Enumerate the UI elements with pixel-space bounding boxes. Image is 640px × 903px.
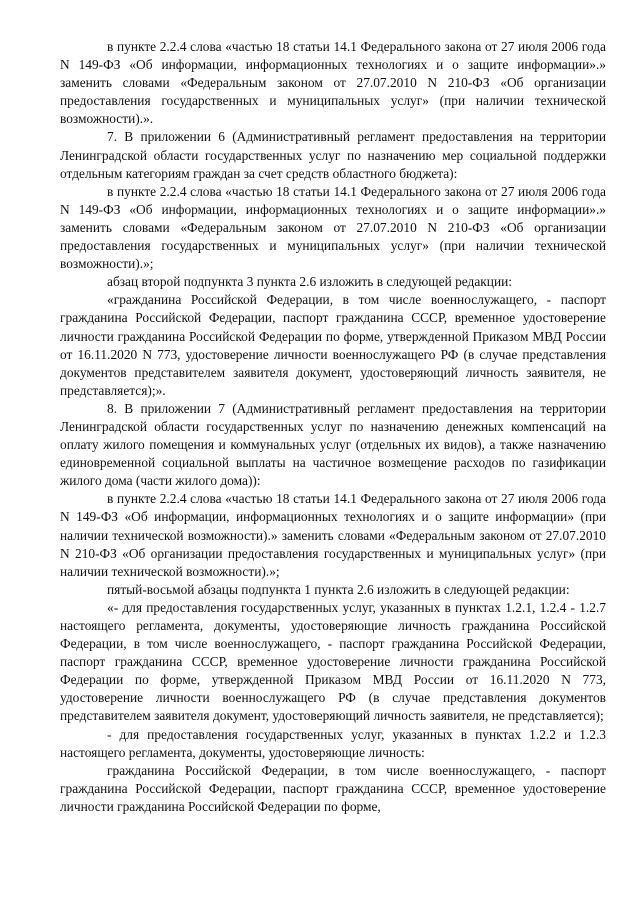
paragraph-2-6-new-text: «гражданина Российской Федерации, в том числе военнослужащего, - паспорт гражданина Российской Федерации, паспорт гражданина СССР, временное удостоверение личности гражданина Российской Федерации по форме, утвержденной Приказом МВД России от 16.11.2020 N 773, удостоверение личности военнослужащего РФ (в случае представления документов представителем заявителя документ, удостоверяющий личность заявителя, не представляется);». (60, 292, 606, 398)
paragraph-citizen-documents: гражданина Российской Федерации, в том числе военнослужащего, - паспорт гражданина Российской Федерации, паспорт гражданина СССР, временное удостоверение личности гражданина Российской Федерации по форме, (60, 762, 606, 814)
paragraph-2-6-1-second-bullet: - для предоставления государственных услуг, указанных в пунктах 1.2.2 и 1.2.3 настоящего регламента, документы, удостоверяющие личность: (60, 726, 606, 760)
paragraph-2-6-1-first-bullet: «- для предоставления государственных услуг, указанных в пунктах 1.2.1, 1.2.4 - 1.2.7 настоящего регламента, документы, удостоверяющие личность гражданина Российской Федерации, в том числе военнослужащего, - паспорт гражданина Российской Федерации, паспорт гражданина СССР, временное удостоверение личности гражданина Российской Федерации по форме, утвержденной Приказом МВД России от 16.11.2020 N 773, удостоверение личности военнослужащего РФ (в случае представления документов представителем заявителя документ, удостоверяющий личность заявителя, не представляется); (60, 599, 606, 724)
paragraph-item-7: 7. В приложении 6 (Административный регламент предоставления на территории Ленинградской области государственных услуг по назначению мер социальной поддержки отдельным категориям граждан за счет средств областного бюджета): (60, 129, 606, 181)
paragraph-2-6-1-intro: пятый-восьмой абзацы подпункта 1 пункта 2.6 изложить в следующей редакции: (107, 581, 570, 597)
paragraph-2-2-4-amendment-7: в пункте 2.2.4 слова «частью 18 статьи 14.1 Федерального закона от 27 июля 2006 года N 149-ФЗ «Об информации, информационных технологиях и о защите информации».» заменить словами «Федеральным законом от 27.07.2010 N 210-ФЗ «Об организации предоставления государственных и муниципальных услуг» (при наличии технической возможности).»; (60, 183, 606, 272)
paragraph-2-2-4-amendment-6: в пункте 2.2.4 слова «частью 18 статьи 14.1 Федерального закона от 27 июля 2006 года N 149-ФЗ «Об информации, информационных технологиях и о защите информации».» заменить словами «Федеральным законом от 27.07.2010 N 210-ФЗ «Об организации предоставления государственных и муниципальных услуг» (при наличии технической возможности).». (60, 39, 606, 127)
paragraph-2-6-intro: абзац второй подпункта 3 пункта 2.6 изложить в следующей редакции: (107, 274, 513, 290)
paragraph-2-2-4-amendment-8: в пункте 2.2.4 слова «частью 18 статьи 14.1 Федерального закона от 27 июля 2006 года N 149-ФЗ «Об информации, информационных технологиях и о защите информации» (при наличии технической возможности).» заменить словами «Федеральным законом от 27.07.2010 N 210-ФЗ «Об организации предоставления государственных и муниципальных услуг» (при наличии технической возможности).»; (60, 491, 606, 579)
paragraph-item-8: 8. В приложении 7 (Административный регламент предоставления на территории Ленинградской области государственных услуг по назначению денежных компенсаций на оплату жилого помещения и коммунальных услуг (отдельных их видов), а также назначению единовременной социальной выплаты на частичное возмещение расходов по газификации жилого дома (части жилого дома)): (60, 400, 606, 489)
